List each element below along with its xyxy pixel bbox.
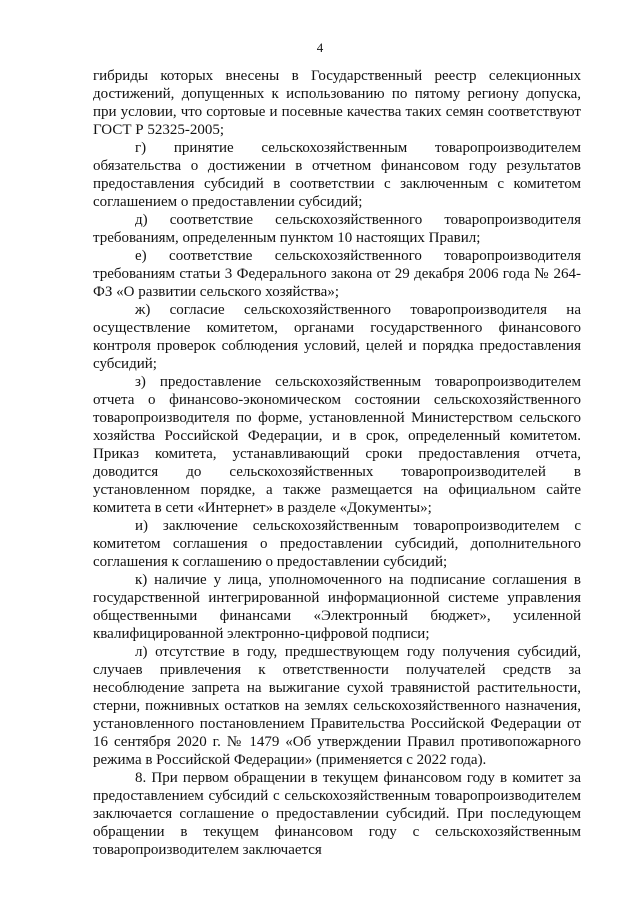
document-body [93, 67, 581, 859]
paragraph-item-zh: ж) согласие сельскохозяйственного товаропроизводителя на осуществление комитетом, органами государственного финансового контроля проверок соблюдения условий, целей и порядка предоставления субсидий; [93, 302, 581, 372]
paragraph-section-8: 8. При первом обращении в текущем финансовом году в комитет за предоставлением субсидий с сельскохозяйственным товаропроизводителем заключается соглашение о предоставлении субсидий. При последующем обращении в текущем финансовом году с сельскохозяйственным товаропроизводителем заключается [93, 770, 581, 858]
page-number: 4 [316, 40, 324, 55]
paragraph-item-l: л) отсутствие в году, предшествующем году получения субсидий, случаев привлечения к ответственности получателей средств за несоблюдение запрета на выжигание сухой травянистой растительности, стерни, пожнивных остатков на землях сельскохозяйственного назначения, установленного постановлением Правительства Российской Федерации от 16 сентября 2020 г. № 1479 «Об утверждении Правил противопожарного режима в Российской Федерации» (применяется с 2022 года). [93, 644, 581, 768]
paragraph-item-d: д) соответствие сельскохозяйственного товаропроизводителя требованиям, определенным пунктом 10 настоящих Правил; [93, 212, 581, 246]
paragraph-item-e: е) соответствие сельскохозяйственного товаропроизводителя требованиям статьи 3 Федерального закона от 29 декабря 2006 года № 264-ФЗ «О развитии сельского хозяйства»; [93, 248, 581, 300]
paragraph-item-z: з) предоставление сельскохозяйственным товаропроизводителем отчета о финансово-экономическом состоянии сельскохозяйственного товаропроизводителя по форме, установленной Министерством сельского хозяйства Российской Федерации, и в срок, определенный комитетом. Приказ комитета, устанавливающий сроки предоставления отчета, доводится до сельскохозяйственных товаропроизводителей в установленном порядке, а также размещается на официальном сайте комитета в сети «Интернет» в разделе «Документы»; [93, 374, 581, 516]
paragraph-item-i: и) заключение сельскохозяйственным товаропроизводителем с комитетом соглашения о предоставлении субсидий, дополнительного соглашения к соглашению о предоставлении субсидий; [93, 518, 581, 570]
paragraph-item-k: к) наличие у лица, уполномоченного на подписание соглашения в государственной интегрированной информационной системе управления общественными финансами «Электронный бюджет», усиленной квалифицированной электронно-цифровой подписи; [93, 572, 581, 642]
paragraph-continuation: гибриды которых внесены в Государственный реестр селекционных достижений, допущенных к использованию по пятому региону допуска, при условии, что сортовые и посевные качества таких семян соответствуют ГОСТ Р 52325-2005; [93, 68, 581, 138]
paragraph-item-g: г) принятие сельскохозяйственным товаропроизводителем обязательства о достижении в отчетном финансовом году результатов предоставления субсидий в соответствии с заключенным с комитетом соглашением о предоставлении субсидий; [93, 140, 581, 210]
